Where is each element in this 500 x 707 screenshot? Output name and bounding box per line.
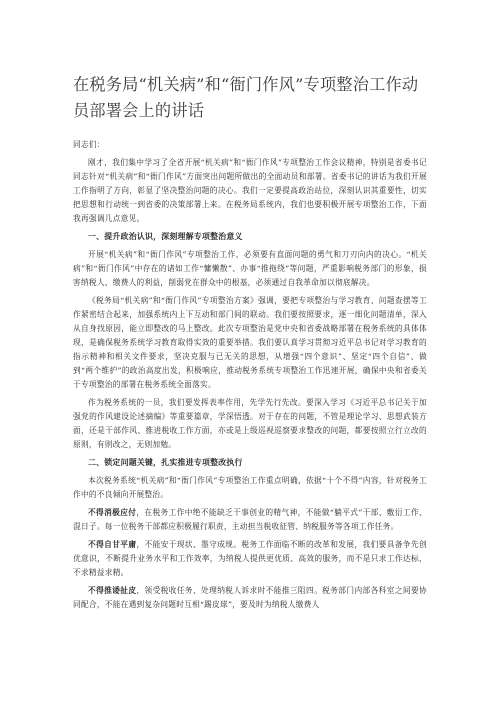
document-title: 在税务局“机关病”和“衙门作风”专项整治工作动员部署会上的讲话 [73, 75, 419, 120]
item-1-text: ，在税务工作中绝不能缺乏干事创业的精气神，不能做“躺平式”干部、敷衍工作、混日子。每一位税务干部都应积极履行职责，主动担当税收征管、纳税服务等各项工作任务。 [73, 508, 427, 531]
section-1-paragraph-2: 《税务局“机关病”和“衙门作风”专项整治方案》强调，要把专项整治与学习教育、问题查摆等工作紧密结合起来，加强系统内上下互动和部门间的联动。我们要按照要求，逐一细化问题清单，深入从自身找原因，能立即整改的马上整改。此次专项整治是党中央和省委战略部署在税务系统的具体体现，是确保税务系统学习教育取得实效的重要举措。我们要认真学习贯彻习近平总书记对学习教育的指示精神和相关文件要求，坚决克服与已无关的思想，从增强“四个意识”、坚定“四个自信”、做到“两个维护”的政治高度出发，积极响应，推动税务系统专项整治工作迅速开展，确保中央和省委关于专项整治的部署在税务系统全面落实。 [73, 296, 427, 389]
section-2-item-2 [73, 538, 427, 580]
document-page [73, 72, 427, 616]
section-1-heading: 一、提升政治认识，深刻理解专项整治意义 [88, 232, 243, 241]
item-3-text: ，领受税收任务、处理纳税人诉求时不能推三阻四。税务部门内部各科室之间要协同配合，不能在遇到复杂问题时互相“踢皮球”，要及时为纳税人缴费人 [73, 586, 427, 609]
section-2-heading: 二、锁定问题关键，扎实推进专项整改执行 [88, 458, 243, 467]
section-1-paragraph-3: 作为税务系统的一员，我们要发挥表率作用，先学先行先改。要深入学习《习近平总书记关于加强党的作风建设论述摘编》等重要篇章，学深悟透。对于存在的问题，不管是理论学习、思想武装方面，还是干部作风、推进税收工作方面，亦或是上级巡视巡察要求整改的问题，都要按照立行立改的原则，有则改之，无则加勉。 [73, 398, 427, 449]
section-2-item-3 [73, 584, 427, 612]
intro-paragraph: 刚才，我们集中学习了全省开展“机关病”和“衙门作风”专项整治工作会议精神，特别是省委书记同志针对“机关病”和“衙门作风”方面突出问题所做出的全面动员和部署。省委书记的讲话为我们开展工作指明了方向，彰显了坚决整治问题的决心。我们一定要提高政治站位，深刻认识其重要性，切实把思想和行动统一到省委的决策部署上来。在税务局系统内，我们也要积极开展专项整治工作，下面我再强调几点意见。 [73, 158, 427, 223]
section-2-item-1 [73, 506, 427, 534]
section-1-paragraph-1: 开展“机关病”和“衙门作风”专项整治工作，必须要有直面问题的勇气和刀刃向内的决心。“机关病”和“衙门作风”中存在的诸如工作“慵懒散”、办事“推拖绕”等问题，严重影响税务部门的形象，损害纳税人、缴费人的利益，削弱党在群众中的根基，必须通过自我革命加以彻底解决。 [73, 250, 427, 287]
item-2-text: ，不能安于现状、墨守成规。税务工作面临不断的改革和发展，我们要具备争先创优意识，不断提升业务水平和工作效率，为纳税人提供更优质、高效的服务，而不是只求工作达标，不求精益求精。 [73, 540, 427, 577]
salutation: 同志们： [73, 140, 105, 149]
item-1-lead: 不得消极应付 [88, 508, 137, 517]
section-2-intro: 本次税务系统“机关病”和“衙门作风”专项整治工作重点明确，依据“十个不得”内容，针对税务工作中的不良倾向开展整治。 [73, 476, 427, 499]
item-2-lead: 不得自甘平庸 [88, 540, 137, 549]
item-3-lead: 不得推诿扯皮 [88, 586, 137, 595]
